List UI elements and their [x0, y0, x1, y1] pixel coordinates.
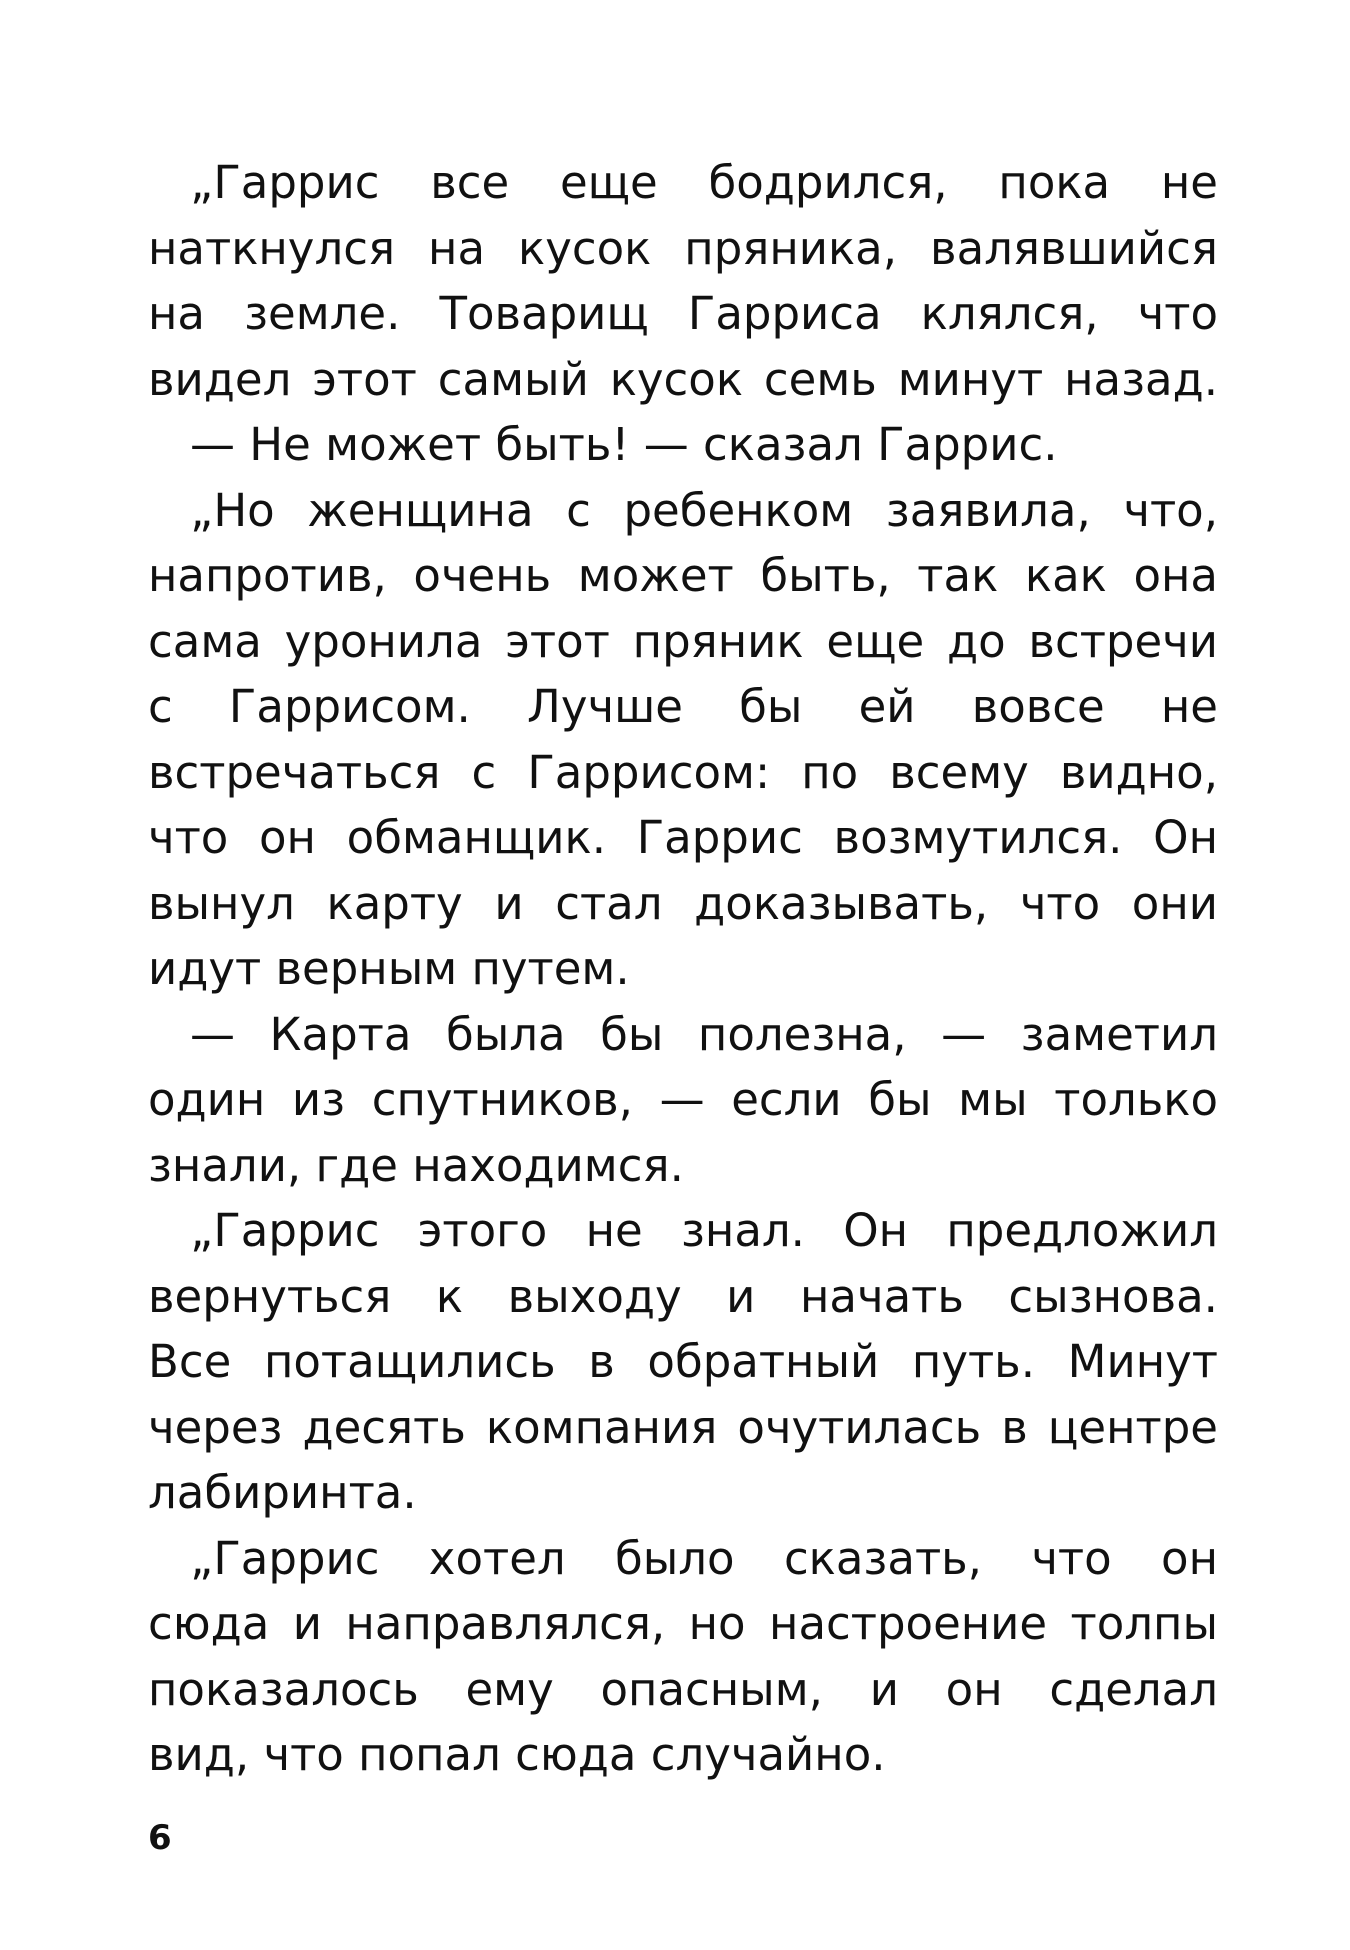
text-line: напротив, очень может быть, так как она — [148, 549, 1218, 602]
text-line: идут верным путем. — [148, 942, 630, 995]
text-line: с Гаррисом. Лучше бы ей вовсе не — [148, 680, 1218, 733]
text-line: сама уронила этот пряник еще до встречи — [148, 614, 1218, 668]
text-line: сюда и направлялся, но настроение толпы — [148, 1597, 1218, 1650]
text-line: встречаться с Гаррисом: по всему видно, — [148, 745, 1218, 799]
text-line: „Гаррис все еще бодрился, пока не — [190, 156, 1218, 209]
text-line: вынул карту и стал доказывать, что они — [148, 876, 1218, 930]
text-line: видел этот самый кусок семь минут назад. — [148, 352, 1218, 406]
text-line: лабиринта. — [148, 1466, 417, 1519]
page-number: 6 — [148, 1818, 172, 1858]
text-line: — Карта была бы полезна, — заметил — [190, 1007, 1218, 1061]
text-line: вернуться к выходу и начать сызнова. — [148, 1269, 1218, 1323]
text-line: — Не может быть! — сказал Гаррис. — [190, 418, 1058, 471]
text-line: „Гаррис хотел было сказать, что он — [190, 1531, 1218, 1585]
text-line: через десять компания очутилась в центре — [148, 1400, 1218, 1454]
text-line: на земле. Товарищ Гарриса клялся, что — [148, 287, 1218, 340]
text-line: „Гаррис этого не знал. Он предложил — [190, 1204, 1218, 1257]
text-line: Все потащились в обратный путь. Минут — [148, 1335, 1218, 1388]
text-line: знали, где находимся. — [148, 1138, 684, 1192]
body-text — [148, 150, 1218, 1788]
text-line: „Но женщина с ребенком заявила, что, — [190, 483, 1218, 537]
text-line: вид, что попал сюда случайно. — [148, 1728, 886, 1781]
text-line: показалось ему опасным, и он сделал — [148, 1662, 1218, 1716]
text-line: один из спутников, — если бы мы только — [148, 1073, 1218, 1126]
text-line: что он обманщик. Гаррис возмутился. Он — [148, 811, 1218, 864]
text-line: наткнулся на кусок пряника, валявшийся — [148, 221, 1218, 275]
